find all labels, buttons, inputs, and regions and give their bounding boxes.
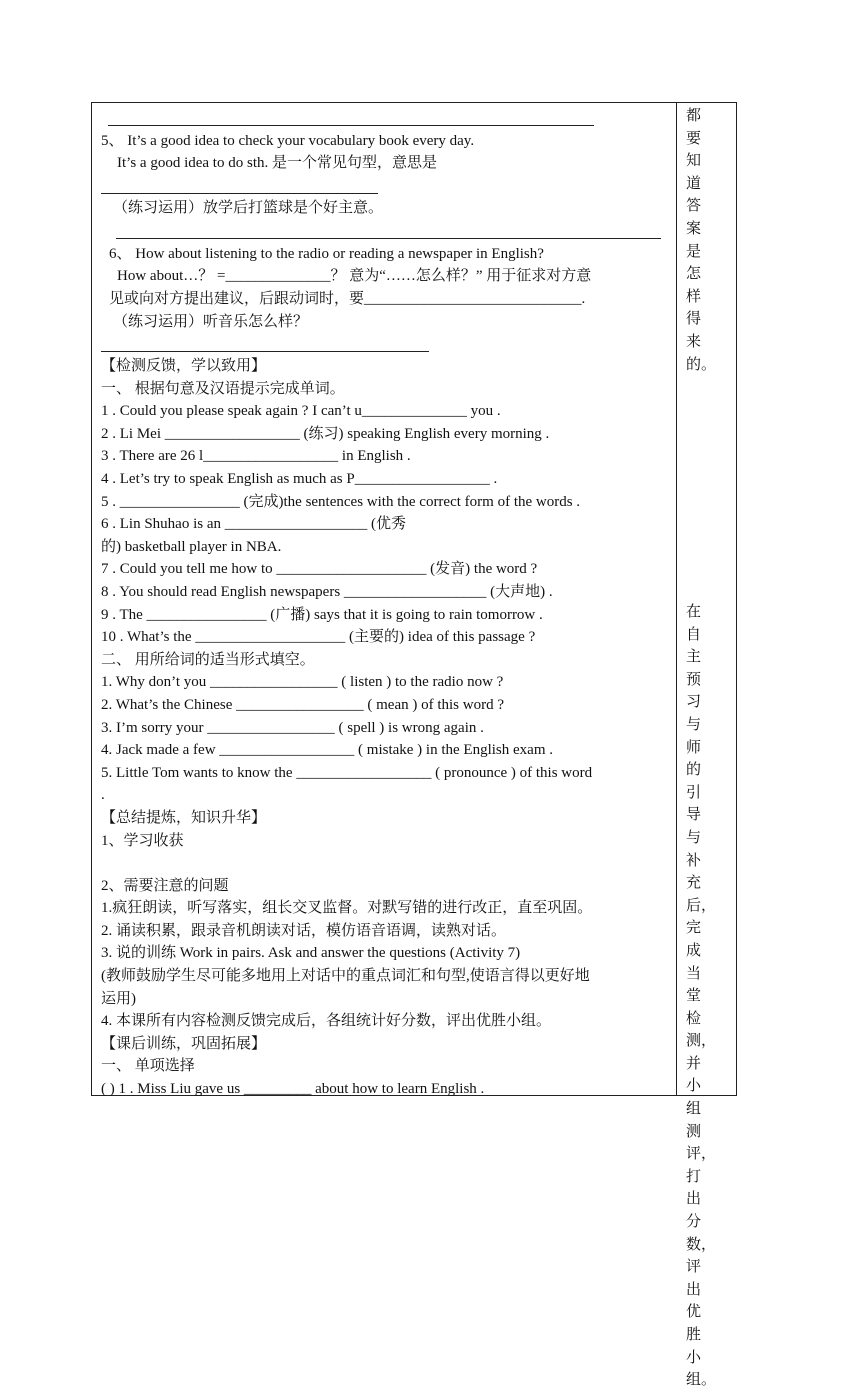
question-10: 10 . What’s the ____________________ (主要的) idea of this passage ? bbox=[101, 629, 536, 645]
sentence-6-heading: 6、 How about listening to the radio or reading a newspaper in English? bbox=[109, 246, 544, 262]
side-note-bottom: 在自主预习与师的引导与补充后，完成当堂检测，并小组测评，打出分数，评出优胜小组。 bbox=[686, 604, 717, 1389]
note-2: 2. 诵读积累，跟录音机朗读对话，模仿语音语调，读熟对话。 bbox=[101, 923, 507, 939]
question-4: 4 . Let’s try to speak English as much as P__________________ . bbox=[101, 471, 498, 487]
side-note-top: 都要知道答案是怎样得来的。 bbox=[686, 108, 717, 373]
question-2: 2 . Li Mei __________________ (练习) speaking English every morning . bbox=[101, 426, 550, 442]
question-7: 7 . Could you tell me how to ____________________ (发音) the word ? bbox=[101, 561, 538, 577]
question-8: 8 . You should read English newspapers ___________________ (大声地) . bbox=[101, 584, 553, 600]
answer-line bbox=[101, 351, 429, 352]
summary-notes: 2、需要注意的问题 bbox=[101, 878, 229, 894]
fill-in-2: 2. What’s the Chinese _________________ ( mean ) of this word ? bbox=[101, 697, 504, 713]
fill-in-3: 3. I’m sorry your _________________ ( spell ) is wrong again . bbox=[101, 720, 484, 736]
summary-gains: 1、学习收获 bbox=[101, 833, 184, 849]
sentence-5-practice: （练习运用）放学后打篮球是个好主意。 bbox=[113, 200, 384, 216]
note-1: 1.疯狂朗读，听写落实，组长交叉监督。对默写错的进行改正，直至巩固。 bbox=[101, 900, 593, 916]
answer-line bbox=[116, 238, 661, 239]
multiple-choice-1: ( ) 1 . Miss Liu gave us _________ about how to learn English . bbox=[101, 1081, 485, 1097]
main-column bbox=[92, 103, 676, 1095]
sentence-5-note: It’s a good idea to do sth. 是一个常见句型，意思是 bbox=[117, 155, 437, 171]
sentence-5-heading: 5、 It’s a good idea to check your vocabulary book every day. bbox=[101, 133, 475, 149]
fill-in-5-continued: . bbox=[101, 787, 105, 803]
part-2-title: 二、 用所给词的适当形式填空。 bbox=[101, 652, 315, 668]
sentence-6-note-2: 见或向对方提出建议，后跟动词时，要_____________________________. bbox=[109, 291, 586, 307]
question-1: 1 . Could you please speak again ? I can’t u______________ you . bbox=[101, 403, 501, 419]
question-9: 9 . The ________________ (广播) says that it is going to rain tomorrow . bbox=[101, 607, 543, 623]
note-3-end: 运用) bbox=[101, 991, 136, 1007]
sentence-6-note-1: How about…？ =______________？ 意为“……怎么样？” 用于征求对方意 bbox=[117, 268, 592, 284]
answer-line bbox=[108, 125, 594, 126]
note-3: 3. 说的训练 Work in pairs. Ask and answer the questions (Activity 7) bbox=[101, 945, 521, 961]
side-notes-column bbox=[677, 103, 737, 1389]
answer-line bbox=[101, 193, 378, 194]
sentence-6-practice: （练习运用）听音乐怎么样？ bbox=[113, 314, 309, 330]
fill-in-5: 5. Little Tom wants to know the __________________ ( pronounce ) of this word bbox=[101, 765, 593, 781]
section-heading-test: 【检测反馈，学以致用】 bbox=[101, 358, 267, 374]
part-1-title: 一、 根据句意及汉语提示完成单词。 bbox=[101, 381, 345, 397]
question-3: 3 . There are 26 l__________________ in English . bbox=[101, 448, 411, 464]
note-4: 4. 本课所有内容检测反馈完成后，各组统计好分数，评出优胜小组。 bbox=[101, 1013, 552, 1029]
question-5: 5 . ________________ (完成)the sentences with the correct form of the words . bbox=[101, 494, 581, 510]
part-single-choice-title: 一、 单项选择 bbox=[101, 1058, 195, 1074]
fill-in-4: 4. Jack made a few __________________ ( mistake ) in the English exam . bbox=[101, 742, 553, 758]
worksheet-table bbox=[91, 102, 737, 1389]
question-6-continued: 的) basketball player in NBA. bbox=[101, 539, 282, 555]
section-heading-after-class: 【课后训练，巩固拓展】 bbox=[101, 1036, 267, 1052]
question-6: 6 . Lin Shuhao is an ___________________ (优秀 bbox=[101, 516, 406, 532]
section-heading-summary: 【总结提炼，知识升华】 bbox=[101, 810, 267, 826]
note-3-continued: (教师鼓励学生尽可能多地用上对话中的重点词汇和句型,使语言得以更好地 bbox=[101, 968, 590, 984]
fill-in-1: 1. Why don’t you _________________ ( listen ) to the radio now ? bbox=[101, 674, 504, 690]
